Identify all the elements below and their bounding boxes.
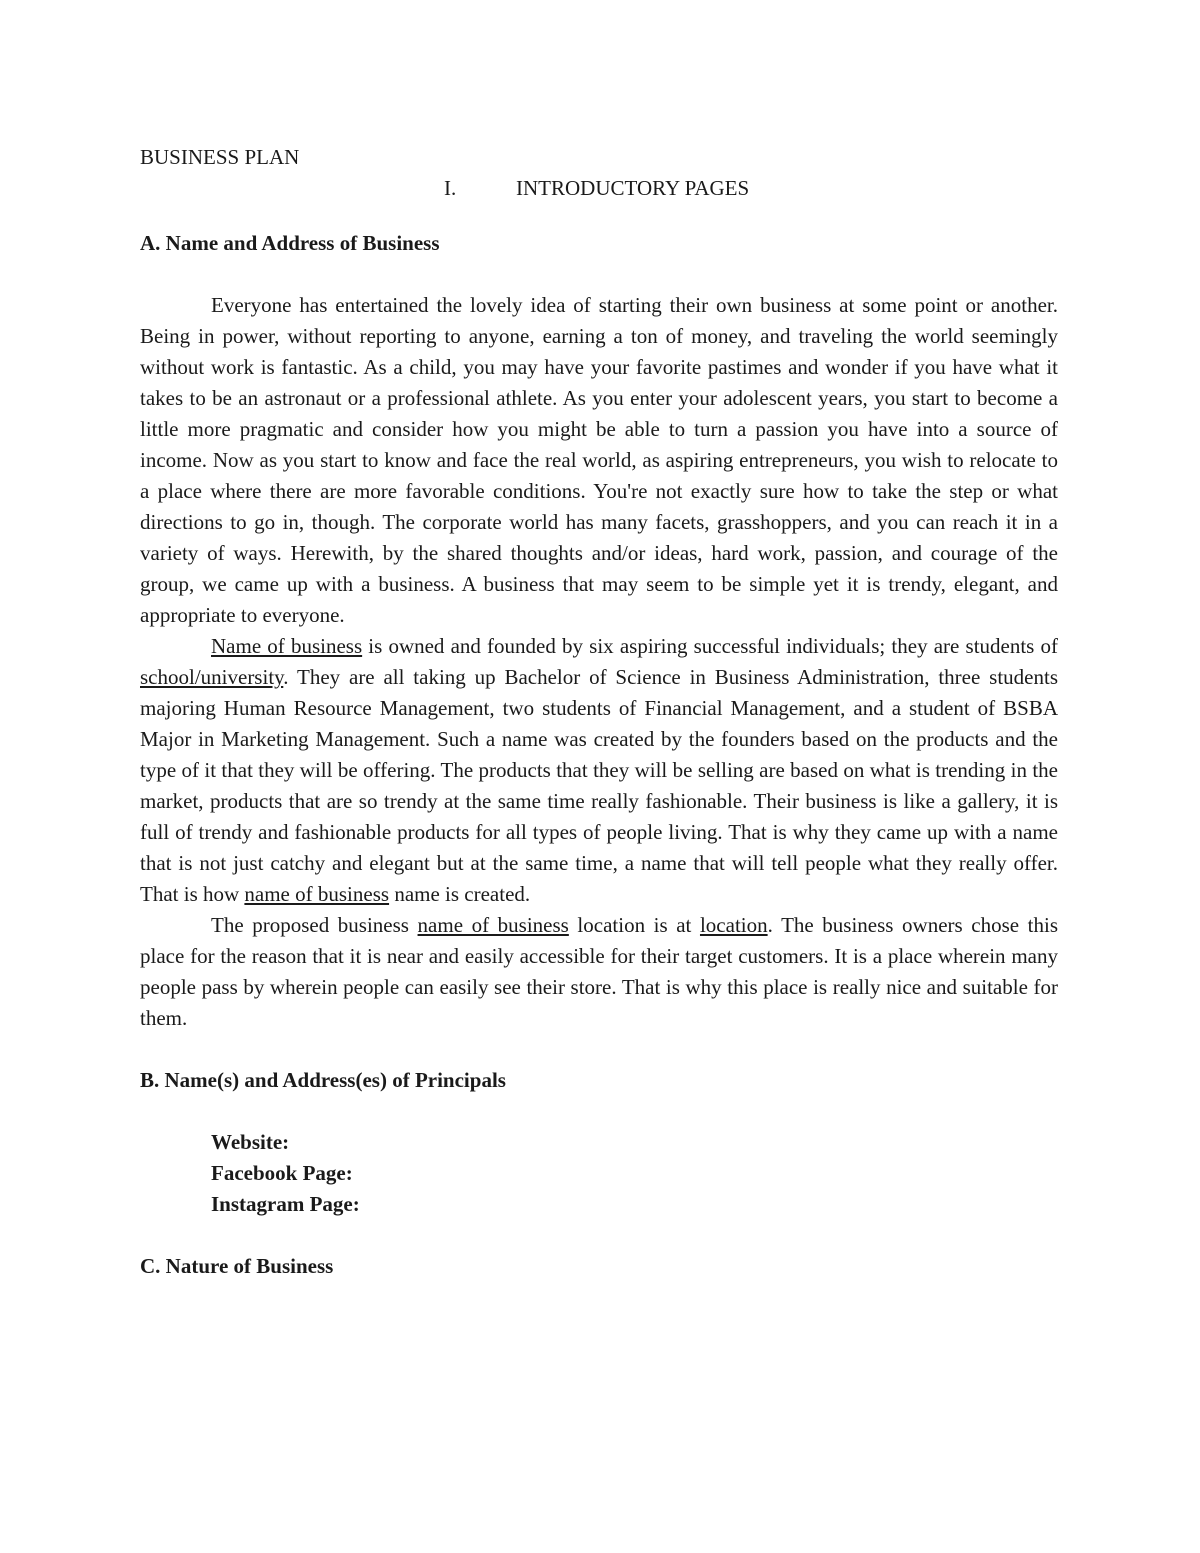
spacer	[140, 1096, 1058, 1127]
principals-contact-list	[140, 1127, 1058, 1220]
section-number: I.	[444, 176, 457, 200]
paragraph-text: . The business owners chose this place for the reason that it is near and easily accessible for their target customers. It is a place wherein many people pass by wherein people can easily see their store. That is why this place is really nice and suitable for them.	[140, 913, 1059, 1030]
section-heading	[140, 173, 1058, 204]
spacer	[140, 204, 1058, 228]
subsection-a-heading: A. Name and Address of Business	[140, 231, 440, 255]
paragraph-text: . They are all taking up Bachelor of Science in Business Administration, three students majoring Human Resource Management, two students of Financial Management, and a student of BSBA Major in Marketing Management. Such a name was created by the founders based on the products and the type of it that they will be offering. The products that they will be selling are based on what is trending in the market, products that are so trendy at the same time really fashionable. Their business is like a gallery, it is full of trendy and fashionable products for all types of people living. That is why they came up with a name that is not just catchy and elegant but at the same time, a name that will tell people what they really offer. That is how	[140, 665, 1058, 906]
paragraph-location	[140, 910, 1058, 1034]
spacer	[140, 259, 1058, 290]
paragraph-text: The proposed business	[211, 913, 418, 937]
paragraph-intro: Everyone has entertained the lovely idea of starting their own business at some point or another. Being in power, without reporting to anyone, earning a ton of money, and traveling the world seemingly without work is fantastic. As a child, you may have your favorite pastimes and wonder if you have what it takes to be an astronaut or a professional athlete. As you enter your adolescent years, you start to become a little more pragmatic and consider how you might be able to turn a passion you have into a source of income. Now as you start to know and face the real world, as aspiring entrepreneurs, you wish to relocate to a place where there are more favorable conditions. You're not exactly sure how to take the step or what directions to go in, though. The corporate world has many facets, grasshoppers, and you can reach it in a variety of ways. Herewith, by the shared thoughts and/or ideas, hard work, passion, and courage of the group, we came up with a business. A business that may seem to be simple yet it is trendy, elegant, and appropriate to everyone.	[140, 293, 1058, 627]
paragraph-text: location is at	[568, 913, 700, 937]
spacer	[140, 1034, 1058, 1065]
contact-website-label: Website:	[211, 1130, 290, 1154]
subsection-b-heading: B. Name(s) and Address(es) of Principals	[140, 1068, 506, 1092]
paragraph-text: name is created.	[389, 882, 531, 906]
contact-instagram-label: Instagram Page:	[211, 1192, 360, 1216]
placeholder-business-name: Name of business	[211, 634, 363, 658]
placeholder-business-name: name of business	[417, 913, 569, 937]
contact-facebook-label: Facebook Page:	[211, 1161, 353, 1185]
document-page	[140, 142, 1058, 1282]
placeholder-school: school/university	[140, 665, 284, 689]
placeholder-business-name: name of business	[244, 882, 390, 906]
spacer	[140, 1220, 1058, 1251]
paragraph-founders	[140, 631, 1058, 910]
section-title: INTRODUCTORY PAGES	[516, 176, 750, 200]
subsection-c-heading: C. Nature of Business	[140, 1254, 334, 1278]
paragraph-text: is owned and founded by six aspiring successful individuals; they are students of	[362, 634, 1058, 658]
placeholder-location: location	[699, 913, 768, 937]
document-title: BUSINESS PLAN	[140, 145, 300, 169]
